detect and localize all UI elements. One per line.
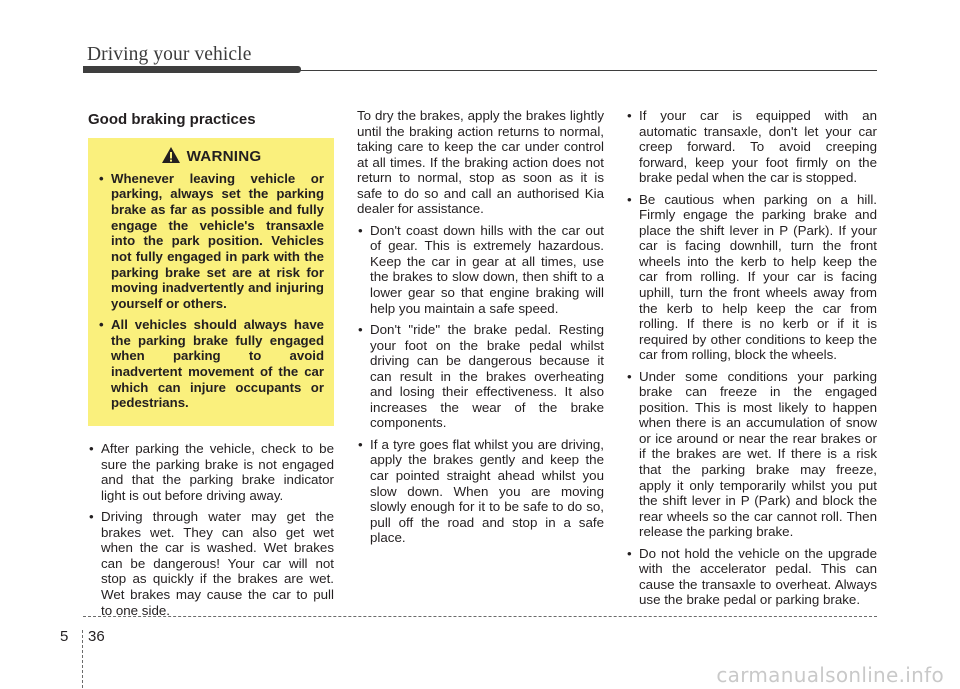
list-item: • Don't coast down hills with the car out of gear. This is extremely hazardous. Keep the car in gear at all times, use the brakes to slow down, then shift to a lower gear so that engine braking will help you maintain a safe speed. [357,223,604,316]
list-item: • Do not hold the vehicle on the upgrade with the accelerator pedal. This can cause the transaxle to overheat. Always use the brake pedal or parking brake. [626,546,877,608]
warning-label: WARNING [186,148,262,165]
watermark: carmanualsonline.info [716,663,944,687]
bullet-list [357,223,604,546]
page-header-title: Driving your vehicle [87,44,252,65]
list-item: • Driving through water may get the brakes wet. They can also get wet when the car is washed. Wet brakes can be dangerous! Your car will not stop as quickly if the brakes are wet. Wet brakes may cause the car to pull to one side. [88,509,334,618]
footer-vertical-divider [82,630,83,688]
list-item: • If your car is equipped with an automatic transaxle, don't let your car creep forward. To avoid creeping forward, keep your foot firmly on the brake pedal when the car is stopped. [626,108,877,186]
paragraph: To dry the brakes, apply the brakes lightly until the braking action returns to normal, taking care to keep the car under control at all times. If the braking action does not return to normal, stop as soon as it is safe to do so and call an authorised Kia dealer for assistance. [357,108,604,217]
bullet-list [626,108,877,608]
list-item: • If a tyre goes flat whilst you are driving, apply the brakes gently and keep the car pointed straight ahead whilst you slow down. When you are moving slowly enough for it to be safe to do so, pull off the road and stop in a safe place. [357,437,604,546]
footer-divider [83,616,877,617]
column-left [88,108,334,624]
warning-header [98,146,324,168]
header-accent-bar [83,66,301,73]
column-right [626,108,877,614]
bullet-list [88,441,334,618]
header-rule [300,70,877,71]
footer-section-number: 5 [60,628,69,645]
section-title: Good braking practices [88,111,256,128]
warning-triangle-icon [161,146,181,168]
warning-box [88,138,334,426]
footer-page-number: 36 [88,628,105,645]
list-item: • Don't "ride" the brake pedal. Resting your foot on the brake pedal whilst driving can be dangerous because it can result in the brakes overheating and losing their effectiveness. It also increases the wear of the brake components. [357,322,604,431]
column-middle [357,108,604,552]
warning-item: • Whenever leaving vehicle or parking, always set the parking brake as far as possible and fully engage the vehicle's transaxle into the park position. Vehicles not fully engaged in park with the parking brake set are at risk for moving inadvertently and injuring yourself or others. [98,171,324,312]
list-item: • Under some conditions your parking brake can freeze in the engaged position. This is most likely to happen when there is an accumulation of snow or ice around or near the rear brakes or if the brakes are wet. If there is a risk that the parking brake may freeze, apply it only temporarily whilst you put the shift lever in P (Park) and block the rear wheels so the car cannot roll. Then release the parking brake. [626,369,877,540]
warning-item: • All vehicles should always have the parking brake fully engaged when parking to avoid inadvertent movement of the car which can injure occupants or pedestrians. [98,317,324,411]
list-item: • After parking the vehicle, check to be sure the parking brake is not engaged and that the parking brake indicator light is out before driving away. [88,441,334,503]
list-item: • Be cautious when parking on a hill. Firmly engage the parking brake and place the shift lever in P (Park). If your car is facing downhill, turn the front wheels into the kerb to help keep the car from rolling. If your car is facing uphill, turn the front wheels away from the kerb to help keep the car from rolling. If there is no kerb or if it is required by other conditions to keep the car from rolling, block the wheels. [626,192,877,363]
warning-list [98,171,324,412]
